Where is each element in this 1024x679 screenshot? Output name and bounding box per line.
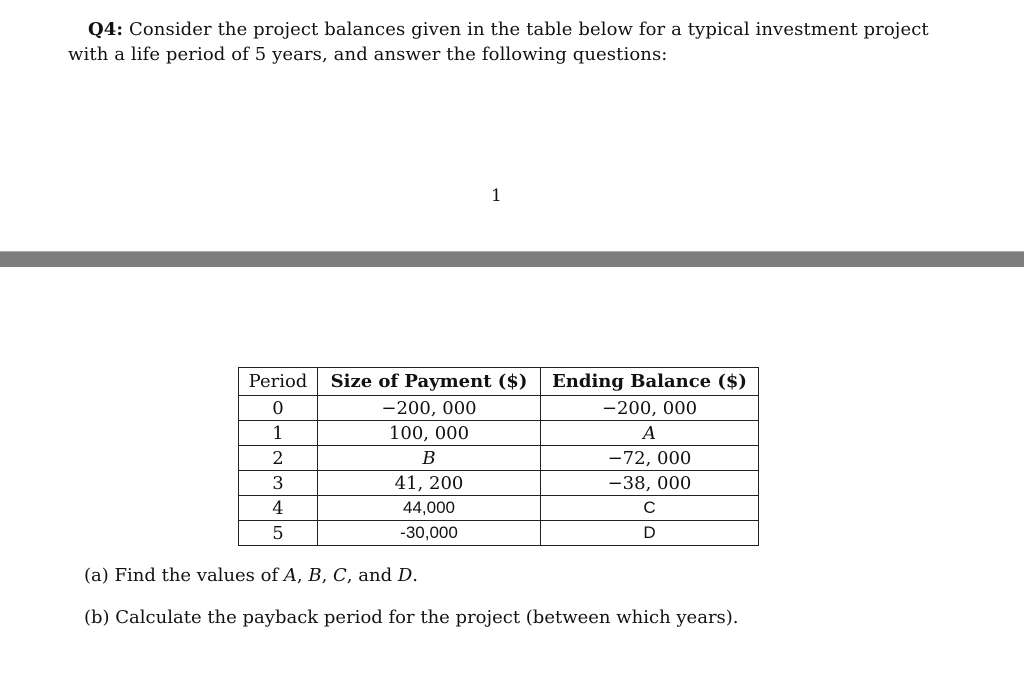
header-ending-balance: Ending Balance ($) — [541, 368, 759, 396]
period-cell: 2 — [239, 446, 318, 471]
balance-cell: A — [541, 421, 759, 446]
question-label: Q4: — [88, 19, 124, 40]
table-row — [239, 521, 759, 546]
question-line-1 — [68, 17, 948, 42]
var-b: B — [308, 565, 322, 586]
header-size-of-payment: Size of Payment ($) — [318, 368, 541, 396]
question-text — [68, 17, 948, 67]
table-row — [239, 396, 759, 421]
period-cell: 0 — [239, 396, 318, 421]
question-line-1-text: Consider the project balances given in the table below for a typical investment project — [128, 19, 929, 40]
period-cell: 5 — [239, 521, 318, 546]
balance-cell: −200, 000 — [541, 396, 759, 421]
header-period: Period — [239, 368, 318, 396]
table-row — [239, 446, 759, 471]
payment-cell: 100, 000 — [318, 421, 541, 446]
part-a-end: . — [412, 565, 418, 586]
payment-cell: B — [318, 446, 541, 471]
table-row — [239, 471, 759, 496]
payment-cell: −200, 000 — [318, 396, 541, 421]
var-d: D — [397, 565, 413, 586]
project-balance-table — [238, 367, 759, 546]
period-cell: 1 — [239, 421, 318, 446]
part-a-prefix: (a) Find the values of — [84, 565, 284, 586]
page-separator — [0, 251, 1024, 268]
balance-cell: C — [541, 496, 759, 521]
period-cell: 4 — [239, 496, 318, 521]
part-a — [84, 565, 418, 586]
part-b: (b) Calculate the payback period for the project (between which years). — [84, 607, 739, 628]
question-line-2: with a life period of 5 years, and answer the following questions: — [68, 44, 668, 65]
table-header-row — [239, 368, 759, 396]
var-c: C — [333, 565, 347, 586]
sep: , and — [346, 565, 398, 586]
balance-cell: −38, 000 — [541, 471, 759, 496]
table-row — [239, 496, 759, 521]
payment-cell: -30,000 — [318, 521, 541, 546]
page-1 — [0, 0, 1024, 251]
var-a: A — [283, 565, 297, 586]
payment-cell: 44,000 — [318, 496, 541, 521]
page-number: 1 — [491, 186, 502, 206]
balance-cell: D — [541, 521, 759, 546]
payment-cell: 41, 200 — [318, 471, 541, 496]
sep: , — [321, 565, 334, 586]
period-cell: 3 — [239, 471, 318, 496]
table-row — [239, 421, 759, 446]
balance-cell: −72, 000 — [541, 446, 759, 471]
sep: , — [296, 565, 309, 586]
